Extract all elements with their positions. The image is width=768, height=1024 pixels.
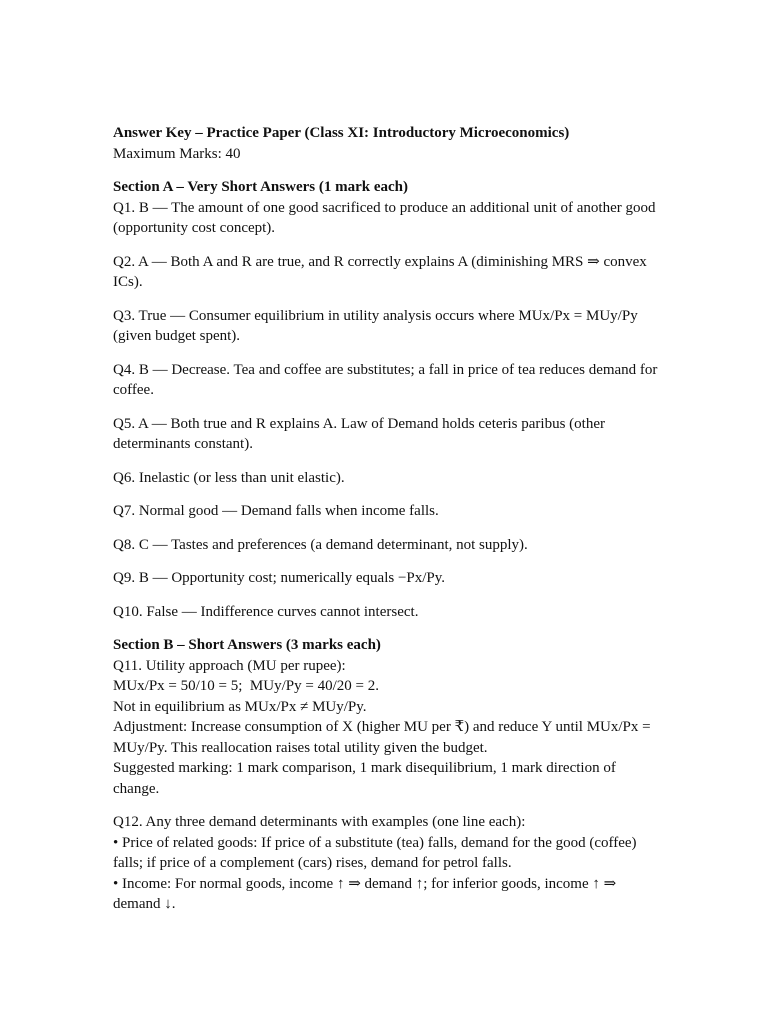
- answer-q5: [113, 414, 661, 455]
- document-header: [113, 123, 661, 164]
- answer-q7: [113, 501, 661, 522]
- answer-q12: [113, 812, 661, 915]
- answer-text: Adjustment: Increase consumption of X (higher MU per ₹) and reduce Y until MUx/Px = MUy/Py. This reallocation raises total utility given the budget.: [113, 719, 655, 756]
- answer-q2: [113, 252, 661, 293]
- answer-q10: [113, 602, 661, 623]
- answer-text: Q6. Inelastic (or less than unit elastic).: [113, 469, 345, 486]
- answer-q4: [113, 360, 661, 401]
- answer-text: MUx/Px = 50/10 = 5; MUy/Py = 40/20 = 2.: [113, 678, 379, 694]
- answer-q9: [113, 568, 661, 589]
- answer-text: Q7. Normal good — Demand falls when income falls.: [113, 503, 439, 519]
- section-a-heading: Section A – Very Short Answers (1 mark each): [113, 179, 408, 195]
- answer-text: Q5. A — Both true and R explains A. Law of Demand holds ceteris paribus (other determinants constant).: [113, 415, 609, 452]
- answer-text: Q3. True — Consumer equilibrium in utility analysis occurs where MUx/Px = MUy/Py (given budget spent).: [113, 307, 642, 344]
- answer-text: Q1. B — The amount of one good sacrificed to produce an additional unit of another good (opportunity cost concept).: [113, 199, 660, 236]
- answer-text: Q12. Any three demand determinants with examples (one line each):: [113, 814, 526, 830]
- maximum-marks: Maximum Marks: 40: [113, 145, 241, 162]
- document-title: Answer Key – Practice Paper (Class XI: Introductory Microeconomics): [113, 125, 570, 141]
- answer-text: Q2. A — Both A and R are true, and R correctly explains A (diminishing MRS ⇒ convex ICs).: [113, 253, 651, 290]
- answer-key-page: [113, 123, 661, 928]
- answer-text: Q8. C — Tastes and preferences (a demand determinant, not supply).: [113, 536, 528, 553]
- answer-text: Q9. B — Opportunity cost; numerically equals −Px/Py.: [113, 570, 446, 586]
- answer-text: Q4. B — Decrease. Tea and coffee are substitutes; a fall in price of tea reduces demand for coffee.: [113, 361, 662, 398]
- answer-text: Suggested marking: 1 mark comparison, 1 mark disequilibrium, 1 mark direction of change.: [113, 760, 620, 797]
- section-b-heading: Section B – Short Answers (3 marks each): [113, 637, 381, 653]
- section-a: [113, 177, 661, 622]
- answer-q3: [113, 306, 661, 347]
- section-b: [113, 635, 661, 915]
- answer-text: Q10. False — Indifference curves cannot intersect.: [113, 603, 419, 620]
- answer-text: • Price of related goods: If price of a substitute (tea) falls, demand for the good (coffee) falls; if price of a complement (cars) rises, demand for petrol falls.: [113, 834, 641, 871]
- answer-text: Not in equilibrium as MUx/Px ≠ MUy/Py.: [113, 698, 367, 715]
- answer-q8: [113, 535, 661, 556]
- answer-q1: [113, 177, 661, 239]
- answer-q11: [113, 635, 661, 799]
- answer-q6: [113, 468, 661, 489]
- answer-text: • Income: For normal goods, income ↑ ⇒ demand ↑; for inferior goods, income ↑ ⇒ demand ↓.: [113, 875, 620, 912]
- answer-text: Q11. Utility approach (MU per rupee):: [113, 657, 346, 674]
